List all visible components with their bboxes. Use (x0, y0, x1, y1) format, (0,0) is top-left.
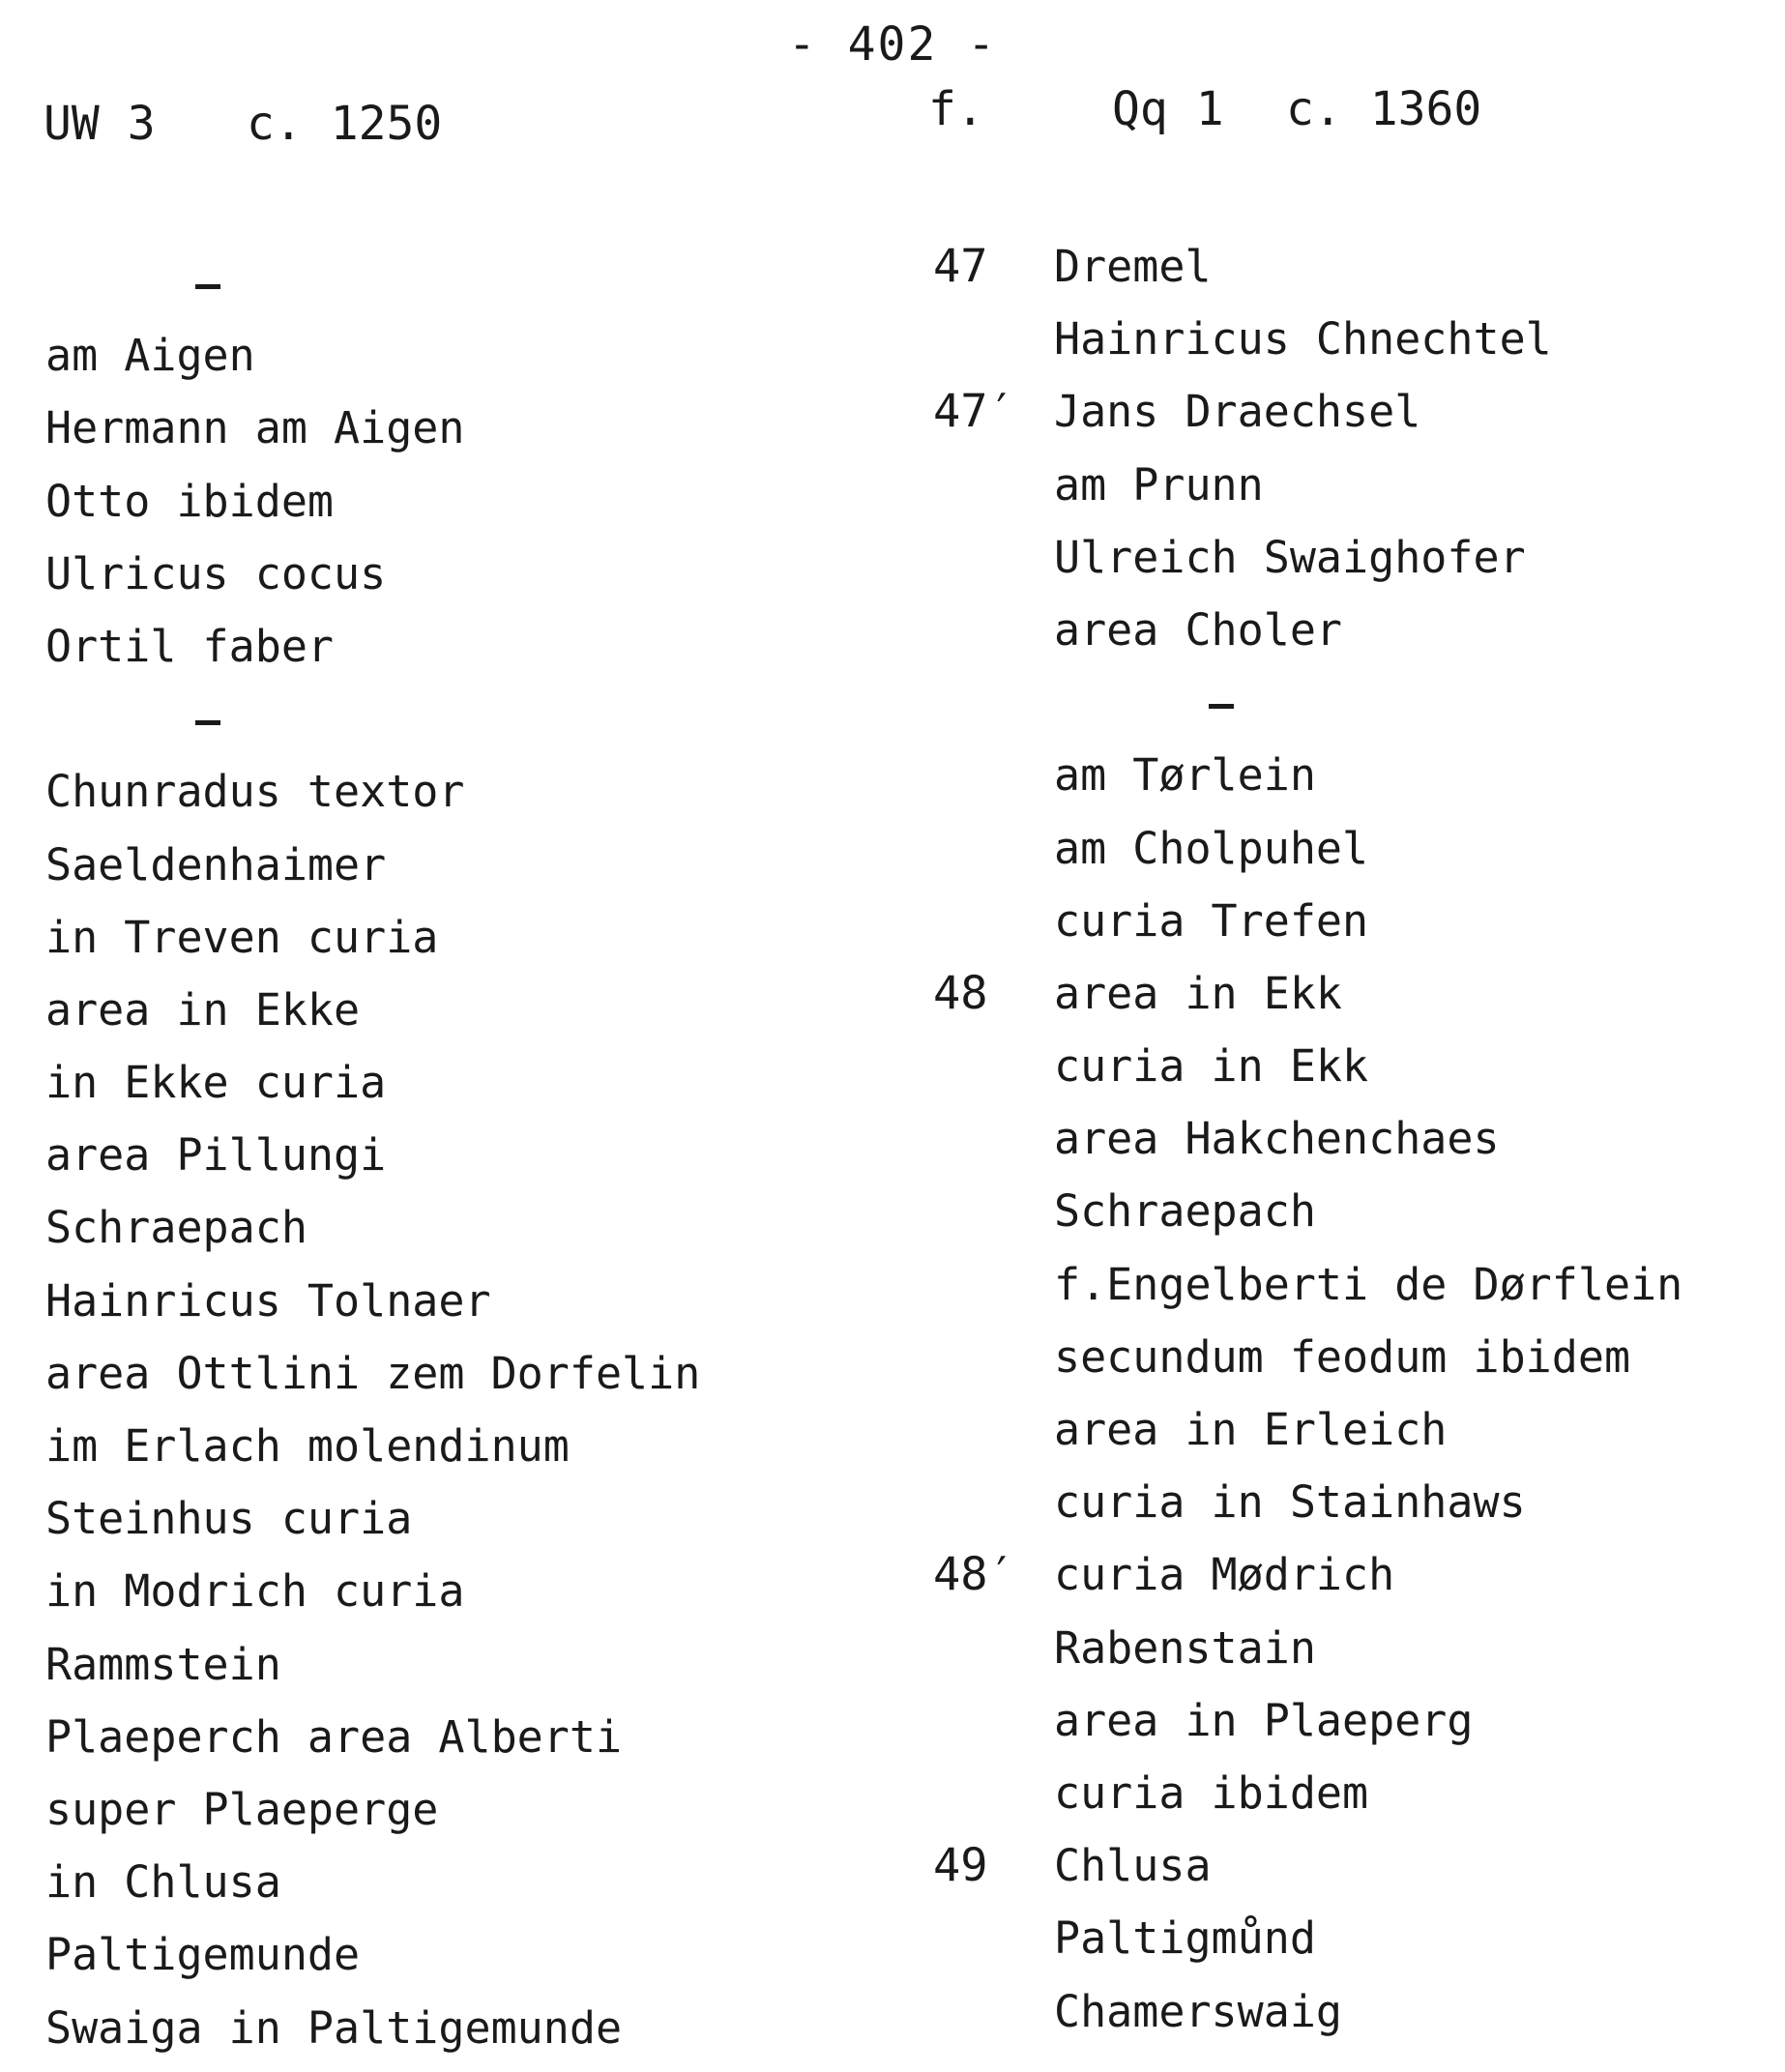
left-entry: im Erlach molendinum (45, 1420, 570, 1472)
right-entry (933, 885, 1683, 957)
right-entry (933, 1321, 1683, 1393)
left-entry: Ulricus cocus (45, 547, 387, 599)
right-entry (933, 1248, 1683, 1321)
folio-number: 49 (933, 1839, 988, 1893)
folio-number: 47′ (933, 385, 1015, 439)
left-source-ref: UW 3 (44, 97, 156, 151)
right-entry-text: curia Mødrich (1054, 1549, 1395, 1601)
left-entry: Schraepach (45, 1202, 307, 1254)
page-number: - 402 - (787, 17, 998, 72)
right-entry-text: Hainricus Chnechtel (1054, 313, 1552, 365)
section-separator (45, 247, 700, 319)
right-entry-text: secundum feodum ibidem (1054, 1330, 1631, 1383)
dash-separator (195, 720, 220, 725)
right-entry-text: f.Engelberti de Dørflein (1054, 1258, 1683, 1310)
right-entry-text: curia in Stainhaws (1054, 1476, 1526, 1529)
folio-number: 47 (933, 240, 988, 293)
left-entry: Rammstein (45, 1638, 281, 1690)
left-entry: area Ottlini zem Dorfelin (45, 1347, 701, 1399)
dash-separator (1209, 704, 1234, 709)
right-entry (933, 1684, 1683, 1757)
right-entry-text: Schraepach (1054, 1185, 1316, 1238)
right-entry-text: am Cholpuhel (1054, 822, 1369, 874)
left-entry: Paltigemunde (45, 1929, 361, 1981)
right-entry-text: area Hakchenchaes (1054, 1113, 1500, 1165)
right-entry (933, 375, 1683, 448)
right-entry-text: Chlusa (1054, 1840, 1212, 1892)
right-entry (933, 303, 1683, 375)
left-entry: Chunradus textor (45, 766, 465, 818)
right-folio-label: f. (928, 82, 984, 136)
left-entry: Otto ibidem (45, 475, 335, 527)
right-entry-text: curia in Ekk (1054, 1040, 1369, 1093)
left-entry: Plaeperch area Alberti (45, 1710, 623, 1763)
right-entry (933, 521, 1683, 594)
right-entry-text: Paltigmůnd (1054, 1912, 1316, 1965)
right-column (933, 230, 1683, 2048)
right-entry (933, 1902, 1683, 1974)
right-entry (933, 812, 1683, 885)
left-entry: Steinhus curia (45, 1493, 413, 1545)
section-separator (933, 666, 1683, 739)
left-entry: am Aigen (45, 330, 255, 382)
right-entry (933, 1102, 1683, 1175)
folio-number: 48 (933, 966, 988, 1020)
right-entry (933, 739, 1683, 811)
right-entry-text: Rabenstain (1054, 1621, 1316, 1674)
left-entry: Ortil faber (45, 620, 335, 672)
right-source-ref: Qq 1 (1112, 82, 1224, 136)
right-entry (933, 449, 1683, 521)
left-entry: in Treven curia (45, 911, 439, 963)
right-entry (933, 1612, 1683, 1684)
right-entry-text: curia ibidem (1054, 1766, 1369, 1819)
right-entry (933, 230, 1683, 303)
dash-separator (195, 284, 220, 289)
right-entry (933, 1175, 1683, 1247)
left-entry: Hainricus Tolnaer (45, 1274, 491, 1327)
section-separator (45, 683, 700, 755)
right-entry (933, 1466, 1683, 1538)
left-entry: Swaiga in Paltigemunde (45, 2001, 623, 2054)
right-entry-text: am Tørlein (1054, 749, 1316, 802)
right-entry-text: am Prunn (1054, 458, 1264, 511)
right-entry-text: Chamerswaig (1054, 1985, 1343, 2037)
right-entry (933, 957, 1683, 1030)
left-entry: Hermann am Aigen (45, 402, 465, 454)
left-entry: in Ekke curia (45, 1057, 387, 1109)
left-entry: super Plaeperge (45, 1783, 439, 1835)
right-entry (933, 1829, 1683, 1902)
left-entry: Saeldenhaimer (45, 838, 387, 890)
left-column (45, 247, 700, 2064)
right-entry-text: curia Trefen (1054, 894, 1369, 947)
right-entry-text: Dremel (1054, 241, 1212, 292)
right-entry (933, 1757, 1683, 1829)
right-entry (933, 1538, 1683, 1611)
left-entry: area Pillungi (45, 1129, 387, 1182)
right-entry-text: Jans Draechsel (1054, 386, 1421, 438)
right-source-date: c. 1360 (1286, 82, 1482, 136)
left-entry: area in Ekke (45, 983, 361, 1036)
right-entry-text: area Choler (1054, 603, 1343, 656)
right-entry-text: area in Ekk (1054, 967, 1343, 1019)
right-entry-text: area in Erleich (1054, 1404, 1448, 1455)
right-entry-text: Ulreich Swaighofer (1054, 531, 1526, 583)
left-entry: in Modrich curia (45, 1565, 465, 1618)
right-entry (933, 594, 1683, 666)
right-entry (933, 1975, 1683, 2048)
folio-number: 48′ (933, 1548, 1015, 1602)
right-entry (933, 1393, 1683, 1466)
right-entry-text: area in Plaeperg (1054, 1694, 1474, 1746)
right-entry (933, 1030, 1683, 1102)
left-source-date: c. 1250 (247, 97, 443, 151)
left-entry: in Chlusa (45, 1856, 281, 1909)
